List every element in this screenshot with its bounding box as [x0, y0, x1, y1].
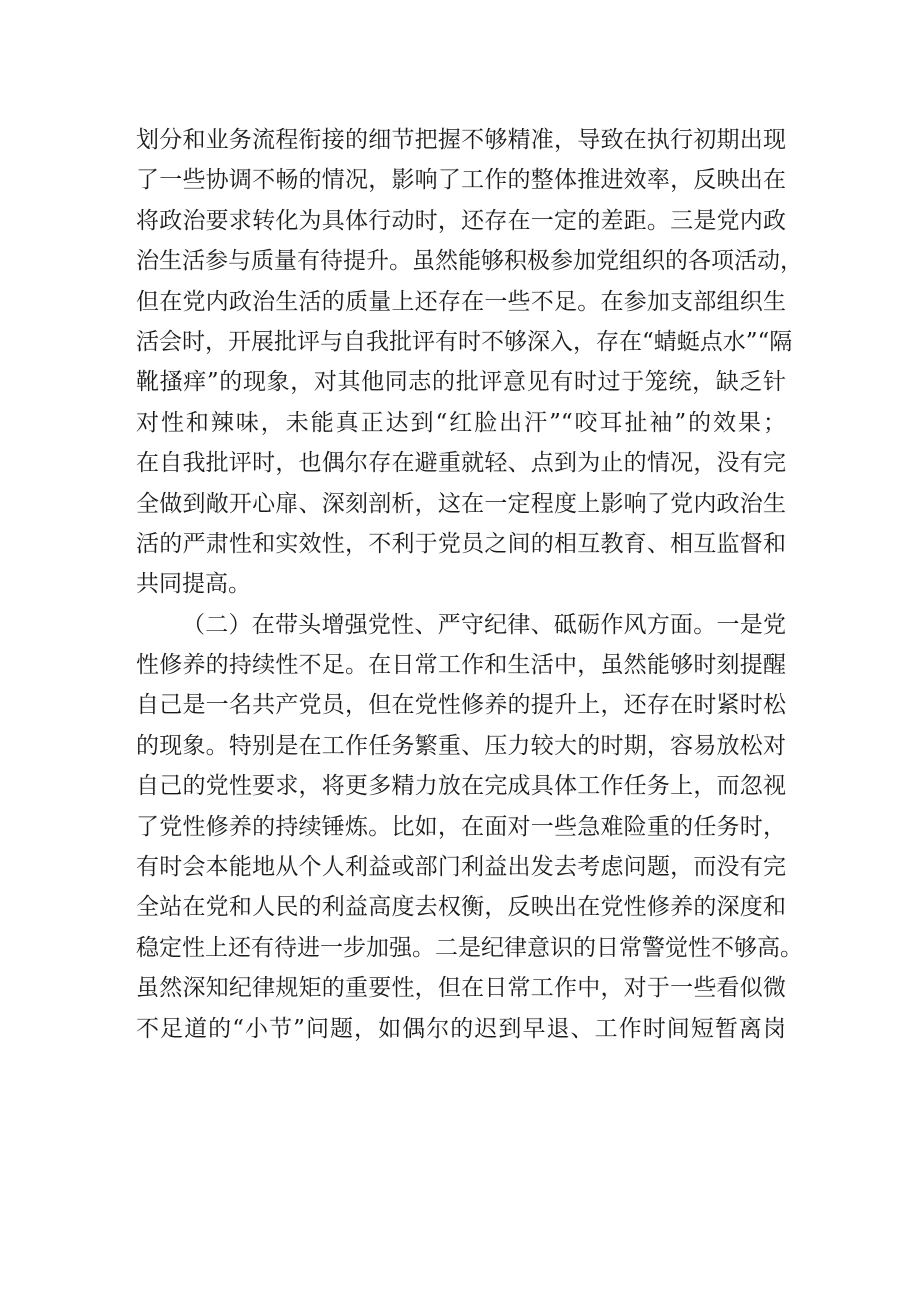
text-line: 对性和辣味，未能真正达到“红脸出汗”“咬耳扯袖”的效果；	[136, 409, 786, 436]
text-line: （二）在带头增强党性、严守纪律、砥砺作风方面。一是党	[182, 611, 786, 638]
text-line: 划分和业务流程衔接的细节把握不够精准，导致在执行初期出现	[136, 127, 786, 153]
text-line: 的现象。特别是在工作任务繁重、压力较大的时期，容易放松对	[136, 732, 786, 759]
text-line: 自己是一名共产党员，但在党性修养的提升上，还存在时紧时松	[136, 692, 786, 719]
text-line: 稳定性上还有待进一步加强。二是纪律意识的日常警觉性不够高。	[136, 934, 803, 961]
text-line: 了党性修养的持续锤炼。比如，在面对一些急难险重的任务时，	[136, 813, 786, 840]
text-line: 虽然深知纪律规矩的重要性，但在日常工作中，对于一些看似微	[136, 975, 786, 1002]
document-body	[136, 120, 803, 1049]
text-line: 共同提高。	[136, 571, 251, 598]
text-line: 但在党内政治生活的质量上还存在一些不足。在参加支部组织生	[136, 288, 786, 315]
text-line: 在自我批评时，也偶尔存在避重就轻、点到为止的情况，没有完	[136, 450, 786, 477]
text-line: 不足道的“小节”问题，如偶尔的迟到早退、工作时间短暂离岗	[136, 1015, 786, 1042]
text-line: 治生活参与质量有待提升。虽然能够积极参加党组织的各项活动，	[136, 248, 803, 275]
text-line: 自己的党性要求，将更多精力放在完成具体工作任务上，而忽视	[136, 773, 786, 800]
text-line: 将政治要求转化为具体行动时，还存在一定的差距。三是党内政	[136, 207, 786, 234]
text-line: 活会时，开展批评与自我批评有时不够深入，存在“蜻蜓点水”“隔	[136, 328, 793, 355]
paragraph-1	[136, 120, 803, 605]
text-line: 全站在党和人民的利益高度去权衡，反映出在党性修养的深度和	[136, 894, 786, 921]
text-line: 靴搔痒”的现象，对其他同志的批评意见有时过于笼统，缺乏针	[136, 369, 786, 396]
text-line: 了一些协调不畅的情况，影响了工作的整体推进效率，反映出在	[136, 167, 786, 194]
text-line: 性修养的持续性不足。在日常工作和生活中，虽然能够时刻提醒	[136, 652, 786, 679]
text-line: 活的严肃性和实效性，不利于党员之间的相互教育、相互监督和	[136, 530, 786, 557]
text-line: 全做到敞开心扉、深刻剖析，这在一定程度上影响了党内政治生	[136, 490, 786, 517]
text-line: 有时会本能地从个人利益或部门利益出发去考虑问题，而没有完	[136, 854, 786, 881]
paragraph-2	[136, 605, 803, 1049]
